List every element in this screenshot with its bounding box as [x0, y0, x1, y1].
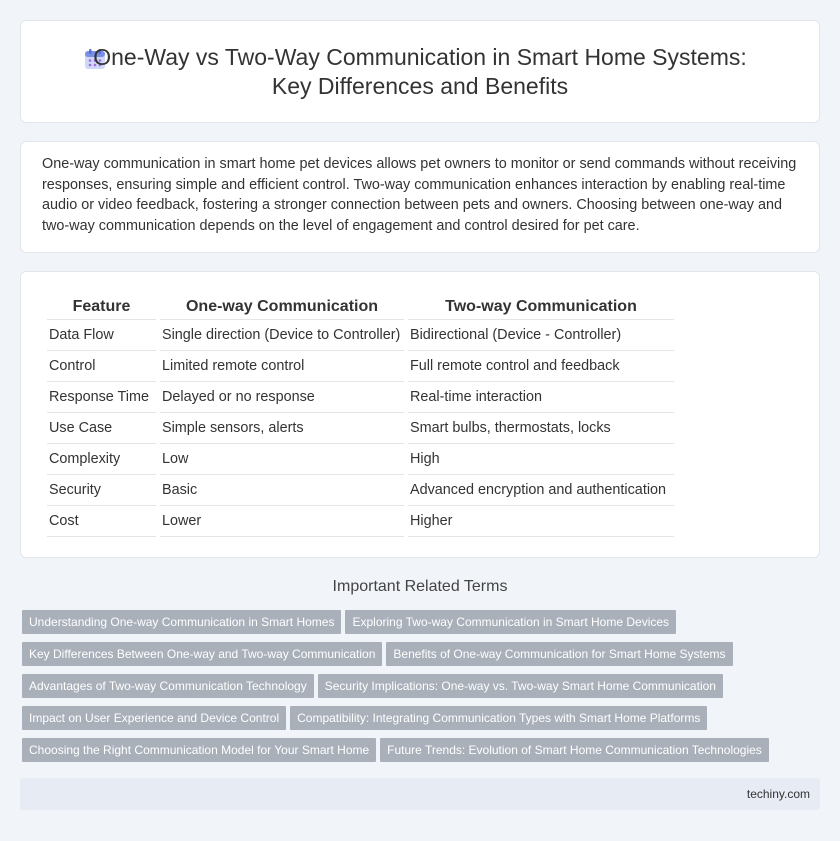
table-cell: Real-time interaction: [408, 382, 674, 413]
table-cell: Complexity: [47, 444, 156, 475]
related-term-tag[interactable]: Impact on User Experience and Device Control: [22, 706, 286, 730]
table-cell: Response Time: [47, 382, 156, 413]
tag-row: [22, 610, 812, 642]
related-term-tag[interactable]: Benefits of One-way Communication for Smart Home Systems: [386, 642, 732, 666]
table-cell: Advanced encryption and authentication: [408, 475, 674, 506]
tag-row: [22, 738, 812, 770]
comparison-card: [20, 271, 820, 558]
column-header: Feature: [47, 295, 156, 320]
table-row: [47, 320, 674, 351]
site-name[interactable]: techiny.com: [746, 787, 810, 801]
table-cell: High: [408, 444, 674, 475]
related-term-tag[interactable]: Compatibility: Integrating Communication Types with Smart Home Platforms: [290, 706, 707, 730]
table-cell: Security: [47, 475, 156, 506]
related-term-tag[interactable]: Future Trends: Evolution of Smart Home Communication Technologies: [380, 738, 769, 762]
table-cell: Single direction (Device to Controller): [160, 320, 404, 351]
table-cell: Control: [47, 351, 156, 382]
related-term-tag[interactable]: Key Differences Between One-way and Two-way Communication: [22, 642, 382, 666]
footer: [20, 778, 820, 810]
table-row: [47, 475, 674, 506]
table-row: [47, 413, 674, 444]
tag-row: [22, 642, 812, 674]
header-card: [20, 20, 820, 123]
column-header: One-way Communication: [160, 295, 404, 320]
table-row: [47, 444, 674, 475]
related-term-tag[interactable]: Understanding One-way Communication in Smart Homes: [22, 610, 341, 634]
table-cell: Delayed or no response: [160, 382, 404, 413]
table-cell: Data Flow: [47, 320, 156, 351]
table-row: [47, 506, 674, 537]
table-cell: Full remote control and feedback: [408, 351, 674, 382]
intro-card: [20, 141, 820, 253]
column-header: Two-way Communication: [408, 295, 674, 320]
table-row: [47, 382, 674, 413]
table-header-row: [47, 295, 674, 320]
intro-paragraph: One-way communication in smart home pet devices allows pet owners to monitor or send commands without receiving responses, ensuring simple and efficient control. Two-way communication enhances interaction by enabling real-time audio or video feedback, fostering a stronger connection between pets and owners. Choosing between one-way and two-way communication depends on the level of engagement and control desired for pet care.: [42, 156, 797, 234]
table-cell: Limited remote control: [160, 351, 404, 382]
table-cell: Cost: [47, 506, 156, 537]
table-cell: Higher: [408, 506, 674, 537]
tag-row: [22, 674, 812, 706]
table-cell: Bidirectional (Device - Controller): [408, 320, 674, 351]
table-cell: Low: [160, 444, 404, 475]
title-line-1: One-Way vs Two-Way Communication in Smart Home Systems:: [93, 44, 747, 70]
related-term-tag[interactable]: Security Implications: One-way vs. Two-way Smart Home Communication: [318, 674, 723, 698]
table-cell: Use Case: [47, 413, 156, 444]
related-term-tag[interactable]: Advantages of Two-way Communication Technology: [22, 674, 314, 698]
related-terms-title: Important Related Terms: [332, 578, 508, 595]
table-cell: Basic: [160, 475, 404, 506]
table-row: [47, 351, 674, 382]
title-line-2: Key Differences and Benefits: [271, 73, 569, 99]
page-title: [21, 43, 819, 101]
related-term-tag[interactable]: Choosing the Right Communication Model for Your Smart Home: [22, 738, 376, 762]
related-term-tag[interactable]: Exploring Two-way Communication in Smart Home Devices: [345, 610, 676, 634]
table-cell: Simple sensors, alerts: [160, 413, 404, 444]
table-cell: Lower: [160, 506, 404, 537]
table-cell: Smart bulbs, thermostats, locks: [408, 413, 674, 444]
tag-row: [22, 706, 812, 738]
comparison-table: [43, 295, 678, 537]
related-terms-list: [22, 610, 812, 770]
